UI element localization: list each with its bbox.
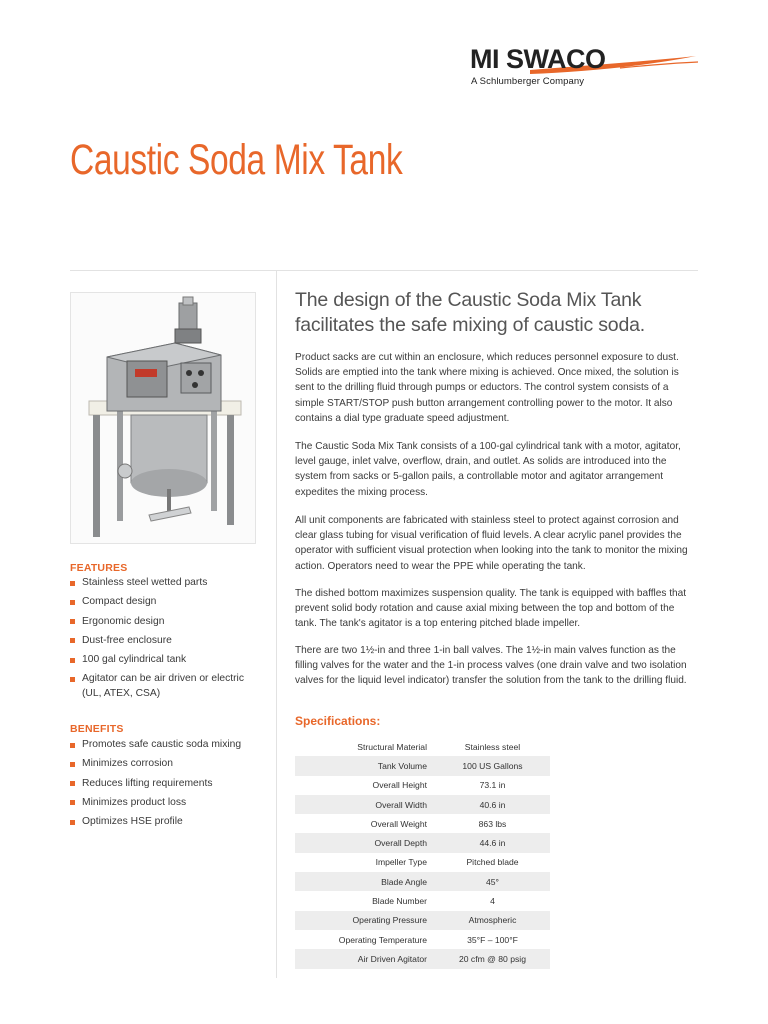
features-list — [70, 576, 260, 706]
spec-value: 45° — [435, 872, 550, 891]
body-paragraph: There are two 1½-in and three 1-in ball valves. The 1½-in main valves function as the filling valves for the water and the 1-in process valves (one drain valve and two isolation valves for the liquid level indicator) transfer the solution from the tank to the drilling fluid. — [295, 645, 687, 687]
table-row — [295, 872, 550, 891]
spec-label: Operating Temperature — [338, 934, 427, 945]
brand-logo — [470, 44, 700, 90]
product-image — [70, 292, 256, 544]
spec-label: Overall Weight — [370, 818, 427, 829]
spec-value: 4 — [490, 896, 495, 907]
benefits-list — [70, 738, 260, 834]
column-divider — [276, 270, 277, 978]
table-row — [295, 930, 550, 949]
logo-brand-text: MI SWACO — [470, 44, 606, 74]
spec-label: Impeller Type — [375, 857, 427, 868]
spec-value: Stainless steel — [464, 741, 521, 752]
body-paragraph: The Caustic Soda Mix Tank consists of a 100-gal cylindrical tank with a motor, agitator, level gauge, inlet valve, overflow, drain, and outlet. As solids are introduced into the system from sacks or 5-gallon pails, a controllable motor and agitator arrangement expedites the mixing process. — [295, 441, 681, 498]
table-row — [295, 756, 550, 775]
list-item: Ergonomic design — [70, 615, 260, 630]
list-item: Stainless steel wetted parts — [70, 576, 260, 591]
body-paragraph: The dished bottom maximizes suspension quality. The tank is equipped with baffles that prevent solid body rotation and cause axial mixing between the top and bottom of the tank. The tank's agitator is a top entering pitched blade impeller. — [295, 588, 687, 630]
table-row — [295, 949, 550, 968]
spec-label: Structural Material — [357, 741, 427, 752]
benefits-heading: BENEFITS — [70, 723, 124, 735]
body-paragraph: All unit components are fabricated with stainless steel to protect against corrosion and clear glass tubing for visual verification of fluid levels. A clear acrylic panel provides the operator with sufficient visual protection when looking into the tank to monitor the mixing action. Operators need to wear the PPE while operating the tank. — [295, 515, 688, 572]
table-row — [295, 814, 550, 833]
list-item: Compact design — [70, 595, 260, 610]
body-paragraph: Product sacks are cut within an enclosure, which reduces personnel exposure to dust. Solids are emptied into the tank where mixing is achieved. Once mixed, the solution is sent to the drilling fluid through pumps or eductors. The control system consists of a simple START/STOP push button arrangement controlling power to the motor. It also contains a dial type graduate speed adjustment. — [295, 352, 679, 424]
spec-value: Pitched blade — [466, 857, 519, 868]
spec-label: Operating Pressure — [295, 911, 435, 930]
spec-label: Blade Angle — [295, 872, 435, 891]
table-row — [295, 795, 550, 814]
table-row — [295, 911, 550, 930]
specifications-table — [295, 737, 550, 969]
table-row — [295, 891, 550, 910]
spec-label: Tank Volume — [295, 756, 435, 775]
spec-value: 73.1 in — [479, 780, 506, 791]
spec-label: Overall Height — [372, 780, 427, 791]
logo-tagline: A Schlumberger Company — [471, 76, 585, 87]
list-item: Reduces lifting requirements — [70, 777, 260, 792]
list-item: Promotes safe caustic soda mixing — [70, 738, 260, 753]
table-row — [295, 853, 550, 872]
specifications-heading: Specifications: — [295, 714, 381, 728]
spec-value: 40.6 in — [435, 795, 550, 814]
table-row — [295, 776, 550, 795]
lead-statement: The design of the Caustic Soda Mix Tank facilitates the safe mixing of caustic soda. — [295, 289, 645, 336]
spec-value: Atmospheric — [435, 911, 550, 930]
list-item: Minimizes product loss — [70, 796, 260, 811]
list-item: Optimizes HSE profile — [70, 815, 260, 830]
features-heading: FEATURES — [70, 562, 128, 574]
list-item: Minimizes corrosion — [70, 757, 260, 772]
spec-value: 863 lbs — [478, 818, 507, 829]
spec-value: 20 cfm @ 80 psig — [435, 949, 550, 968]
spec-label: Blade Number — [372, 896, 427, 907]
spec-value: 100 US Gallons — [435, 756, 550, 775]
spec-label: Overall Depth — [295, 833, 435, 852]
spec-value: 44.6 in — [435, 833, 550, 852]
page-title: Caustic Soda Mix Tank — [70, 136, 403, 184]
spec-label: Overall Width — [295, 795, 435, 814]
mix-tank-illustration-icon — [71, 293, 255, 543]
spec-value: 35°F – 100°F — [467, 934, 518, 945]
list-item: Agitator can be air driven or electric (UL, ATEX, CSA) — [70, 672, 260, 701]
table-row — [295, 833, 550, 852]
table-row — [295, 737, 550, 756]
spec-label: Air Driven Agitator — [295, 949, 435, 968]
list-item: 100 gal cylindrical tank — [70, 653, 260, 668]
top-divider — [70, 270, 698, 271]
list-item: Dust-free enclosure — [70, 634, 260, 649]
